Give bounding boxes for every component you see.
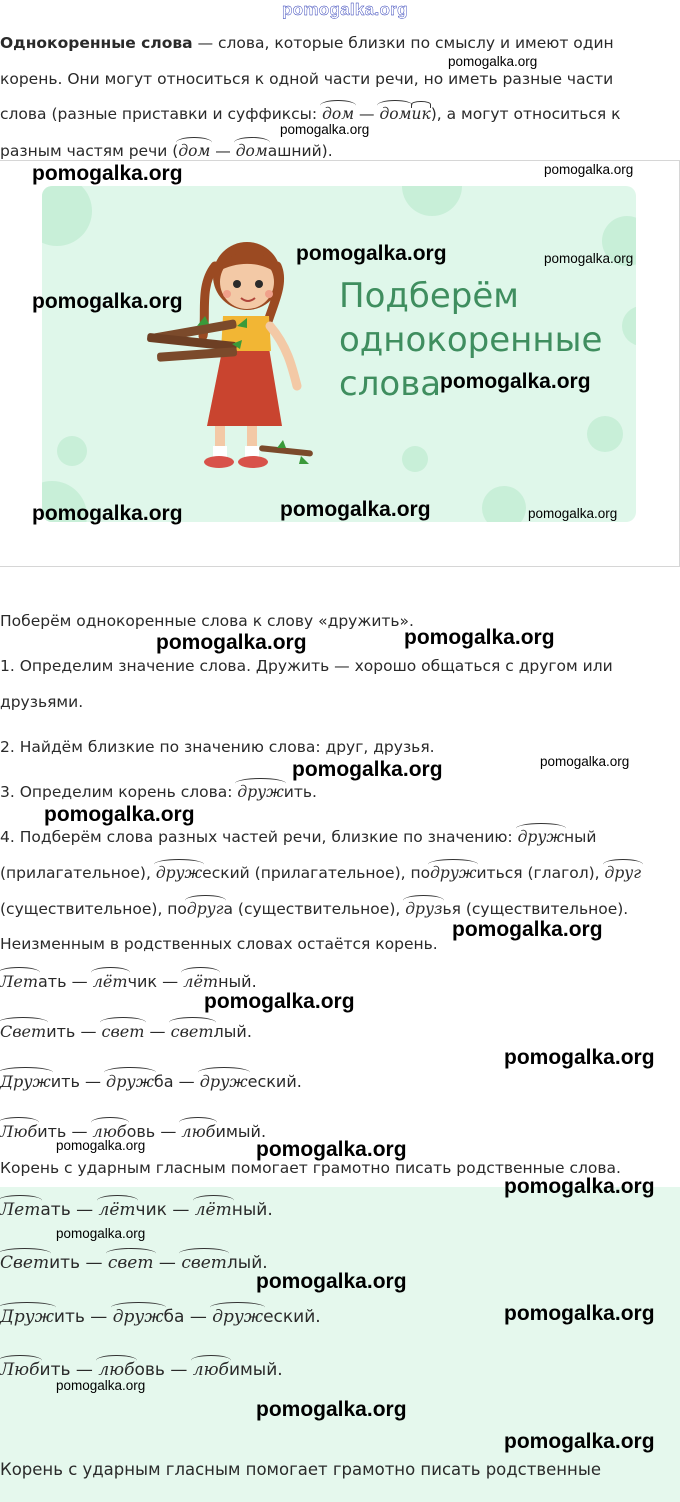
dot: . [251,972,257,991]
morpheme-root: дом [235,142,268,160]
morpheme-root: друж [430,864,477,882]
step-text: (прилагательное), [0,864,156,882]
morpheme-root: друж [212,1307,264,1327]
watermark: pomogalka.org [544,162,634,177]
word-ending: еский [263,1307,316,1327]
morpheme-root: свет [101,1022,145,1041]
example-row-1 [0,972,257,991]
dash: — [166,1200,195,1220]
watermark: pomogalka.org [256,1398,407,1421]
watermark: pomogalka.org [528,506,618,521]
morpheme-root: друж [112,1307,164,1327]
morpheme-suffix: ик [411,105,431,123]
morpheme-root: люб [92,1122,127,1141]
morpheme-root: Лет [0,1200,41,1220]
morpheme-root: свет [181,1253,227,1273]
morpheme-root: свет [107,1253,154,1273]
morpheme-root: дом [178,142,211,160]
word-ending: имый [215,1122,261,1141]
dash: — [80,1253,108,1273]
dot: . [262,1253,268,1273]
morpheme-root: Люб [0,1360,40,1380]
stick-illustration [257,438,317,468]
dot: . [277,1360,283,1380]
watermark: pomogalka.org [280,498,431,521]
dash: — [79,1072,107,1091]
watermark: pomogalka.org [544,251,634,266]
word-ending: овь [134,1360,165,1380]
dash: — [354,105,380,123]
dot: . [246,1022,252,1041]
rule-text: Корень с ударным гласным помогает грамотно писать родственные слова. [0,1159,621,1177]
word-ending: ить. [283,783,317,801]
step-4-line-2 [0,864,641,882]
step-1-line-1: 1. Определим значение слова. Дружить — хорошо общаться с другом или [0,657,613,675]
watermark: pomogalka.org [32,290,183,313]
word-ending: ить [46,1022,76,1041]
intro-text: слова (разные приставки и суффиксы: [0,105,323,123]
intro-line-4 [0,142,333,160]
morpheme-root: Друж [0,1072,51,1091]
dash: — [75,1022,102,1041]
banner-title-line: однокоренные [339,320,603,360]
step-text: (существительное), [233,900,406,918]
intro-line-1 [0,34,614,52]
word-ending: ный [563,828,597,846]
morpheme-root: друж [106,1072,154,1091]
banner-title-line: Подберём [339,276,519,316]
word-ending: лый [213,1022,247,1041]
morpheme-root: Друж [0,1307,54,1327]
watermark: pomogalka.org [32,162,183,185]
step-text: (прилагательное), по [249,864,431,882]
word-ending: ать [40,1200,71,1220]
dash: — [164,1360,193,1380]
step-text: (глагол), [522,864,605,882]
morpheme-root: друж [155,864,203,882]
dash: — [144,1022,171,1041]
watermark: pomogalka.org [256,1270,407,1293]
step-1-line-2: друзьями. [0,693,84,711]
panel-rule-text: Корень с ударным гласным помогает грамотно писать родственные [0,1460,601,1479]
morpheme-root: лёт [92,972,128,991]
dash: — [153,1253,182,1273]
steps-heading: Поберём однокоренные слова к слову «дружить». [0,612,414,630]
word-ending: ба [153,1072,174,1091]
watermark: pomogalka.org [156,631,307,654]
morpheme-root: друж [199,1072,248,1091]
example-row-3 [0,1072,302,1091]
morpheme-root: друз [405,900,443,918]
watermark: pomogalka.org [540,754,630,769]
word-ending: еский [202,864,250,882]
step-text: (существительное). [460,900,629,918]
morpheme-root: лёт [194,1200,232,1220]
morpheme-root: лёт [183,972,219,991]
intro-term: Однокоренные слова [0,34,193,52]
intro-text: ), а могут относиться к [430,105,621,123]
dash: — [173,1072,200,1091]
banner [42,186,636,522]
watermark: pomogalka.org [292,758,443,781]
morpheme-root: свет [170,1022,214,1041]
decor-dot [57,436,87,466]
watermark: pomogalka.org [56,1138,146,1153]
morpheme-root: дом [322,105,355,123]
morpheme-root: дом [379,105,412,123]
watermark: pomogalka.org [504,1302,655,1325]
word-ending: ья [442,900,461,918]
watermark: pomogalka.org [204,990,355,1013]
intro-line-2: корень. Они могут относиться к одной части речи, но иметь разные части [0,70,614,88]
watermark: pomogalka.org [452,918,603,941]
morpheme-root: друж [237,783,284,801]
decor-dot [402,186,462,216]
panel-row-4 [0,1360,283,1380]
watermark: pomogalka.org [448,54,538,69]
panel-row-1 [0,1200,273,1220]
watermark: pomogalka.org [296,242,447,265]
word-ending: ить [37,1122,67,1141]
decor-dot [482,486,526,522]
step-text: 4. Подберём слова разных частей речи, близкие по значению: [0,828,518,846]
intro-line-3 [0,105,621,123]
step-3 [0,783,317,801]
word-ending: ать [38,972,67,991]
dot: . [296,1072,302,1091]
morpheme-root: люб [181,1122,216,1141]
watermark: pomogalka.org [440,370,591,393]
watermark: pomogalka.org [404,626,555,649]
watermark: pomogalka.org [256,1138,407,1161]
watermark: pomogalka.org [56,1226,146,1241]
decor-dot [622,306,636,346]
watermark: pomogalka.org [504,1430,655,1453]
word-ending: ить [53,1307,85,1327]
watermark: pomogalka.org [280,122,370,137]
word-ending: ить [50,1072,80,1091]
word-ending: чик [135,1200,167,1220]
dash: — [70,1360,99,1380]
dash: — [66,972,93,991]
intro-text: — слова, которые близки по смыслу и имеют один [192,34,614,52]
word-ending: ный [231,1200,268,1220]
step-2: 2. Найдём близкие по значению слова: друг, друзья. [0,738,435,756]
watermark: pomogalka.org [32,502,183,525]
watermark: pomogalka.org [504,1175,655,1198]
morpheme-root: Лет [0,972,38,991]
morpheme-root: люб [192,1360,229,1380]
conclusion: Неизменным в родственных словах остаётся корень. [0,935,438,953]
dash: — [184,1307,213,1327]
morpheme-root: лёт [98,1200,136,1220]
dash: — [155,1122,182,1141]
dash: — [70,1200,99,1220]
dash: — [157,972,184,991]
morpheme-root: друг [186,900,224,918]
dash: — [84,1307,113,1327]
decor-dot [587,416,623,452]
word-ending: чик [127,972,158,991]
word-ending: еский [247,1072,297,1091]
word-ending: ашний [267,142,322,160]
banner-title-line: слова [339,364,442,404]
word-ending: ба [163,1307,185,1327]
decor-dot [402,446,428,472]
dot: . [315,1307,321,1327]
morpheme-root: Свет [0,1253,50,1273]
decor-dot [42,186,92,246]
intro-text: ). [321,142,333,160]
dot: . [260,1122,267,1141]
intro-text: разным частям речи ( [0,142,179,160]
step-4-line-3 [0,900,628,918]
word-ending: иться [476,864,523,882]
watermark-top: pomogalka.org [282,0,408,19]
morpheme-root: люб [98,1360,135,1380]
step-4-line-1 [0,828,596,846]
dash: — [66,1122,93,1141]
word-ending: ить [49,1253,81,1273]
step-text: 3. Определим корень слова: [0,783,238,801]
morpheme-root: друг [604,864,642,882]
panel-row-3 [0,1307,321,1327]
word-ending: ить [39,1360,71,1380]
word-ending: ный [218,972,252,991]
morpheme-root: друж [517,828,564,846]
morpheme-root: Свет [0,1022,47,1041]
morpheme-root: Люб [0,1122,38,1141]
word-ending: лый [226,1253,263,1273]
word-ending: а [223,900,233,918]
step-text: (существительное), по [0,900,187,918]
watermark: pomogalka.org [504,1046,655,1069]
example-row-2 [0,1022,252,1041]
watermark: pomogalka.org [56,1378,146,1393]
dot: . [267,1200,273,1220]
dash: — [210,142,236,160]
word-ending: имый [228,1360,278,1380]
word-ending: овь [126,1122,156,1141]
watermark: pomogalka.org [44,803,195,826]
panel-row-2 [0,1253,268,1273]
